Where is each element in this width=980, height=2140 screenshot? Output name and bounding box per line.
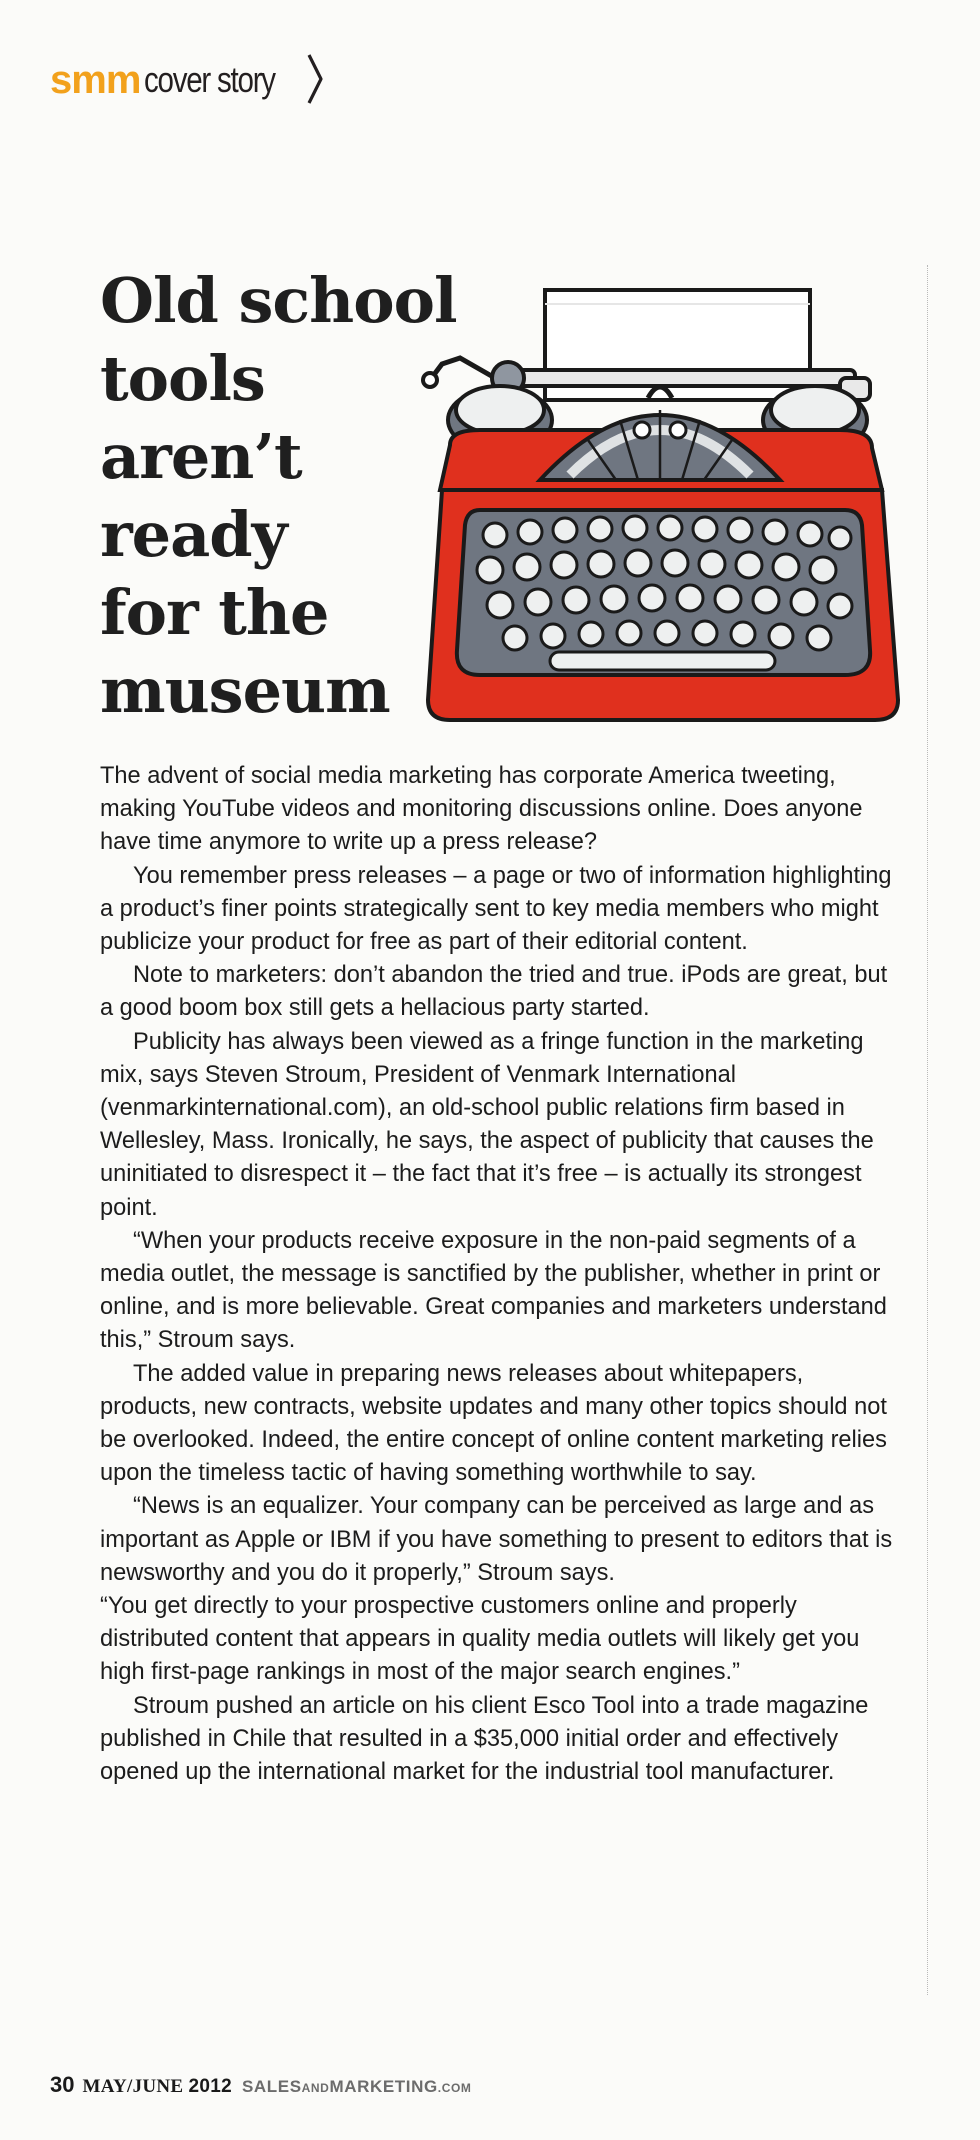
article-paragraph: “When your products receive exposure in the non-paid segments of a media outlet, the message is sanctified by the publisher, whether in print or online, and is more believable. Great companies and marketers understand this,” Stroum says. bbox=[100, 1227, 887, 1354]
article-paragraph: Note to marketers: don’t abandon the tried and true. iPods are great, but a good boom box still gets a hellacious party started. bbox=[100, 962, 888, 1022]
article-paragraph: “News is an equalizer. Your company can be perceived as large and as important as Apple or IBM if you have something to present to editors that is newsworthy and you do it properly,” Stroum says. bbox=[100, 1493, 893, 1586]
headline-line: for the bbox=[100, 576, 329, 649]
site-url-part: AND bbox=[301, 2081, 330, 2095]
column-rule bbox=[927, 265, 928, 1995]
site-url bbox=[242, 2077, 472, 2097]
headline-line: Old school bbox=[100, 264, 457, 337]
site-url-part: .COM bbox=[437, 2081, 472, 2095]
site-url-part: SALES bbox=[241, 2077, 302, 2096]
issue-month: MAY/JUNE bbox=[82, 2076, 184, 2097]
issue-year: 2012 bbox=[188, 2076, 232, 2097]
article-paragraph: The added value in preparing news releases about whitepapers, products, new contracts, website updates and many other topics should not be overlooked. Indeed, the entire concept of online content marketing relies upon the timeless tactic of having something worthwhile to say. bbox=[100, 1360, 887, 1487]
site-url-part: MARKETING bbox=[329, 2077, 438, 2096]
headline-line: tools bbox=[100, 342, 265, 415]
article-paragraph: “You get directly to your prospective customers online and properly distributed content that appears in quality media outlets will likely get you high first-page rankings in most of the major search engines.” bbox=[100, 1593, 860, 1686]
headline-line: aren’t bbox=[100, 420, 302, 493]
headline bbox=[100, 262, 457, 730]
headline-line: museum bbox=[100, 654, 390, 727]
section-label: cover story bbox=[144, 59, 276, 100]
article-body bbox=[100, 760, 900, 1789]
page-footer bbox=[50, 2072, 472, 2098]
article-paragraph: Stroum pushed an article on his client Esco Tool into a trade magazine published in Chile that resulted in a $35,000 initial order and effectively opened up the international market for the industrial tool manufacturer. bbox=[100, 1692, 869, 1786]
page-number: 30 bbox=[50, 2072, 75, 2097]
brand-logo: smm bbox=[50, 58, 141, 102]
section-header bbox=[50, 50, 304, 100]
chevron-right-icon bbox=[306, 52, 324, 106]
typewriter-icon bbox=[420, 280, 905, 730]
article-paragraph: The advent of social media marketing has corporate America tweeting, making YouTube videos and monitoring discussions online. Does anyone have time anymore to write up a press release? bbox=[100, 763, 863, 856]
headline-line: ready bbox=[100, 498, 287, 571]
article-paragraph: Publicity has always been viewed as a fringe function in the marketing mix, says Steven Stroum, President of Venmark International (venmarkinternational.com), an old-school public relations firm based in Wellesley, Mass. Ironically, he says, the aspect of publicity that causes the uninitiated to disrespect it – the fact that it’s free – is actually its strongest point. bbox=[100, 1028, 874, 1221]
article-paragraph: You remember press releases – a page or two of information highlighting a product’s finer points strategically sent to key media members who might publicize your product for free as part of their editorial content. bbox=[100, 862, 892, 956]
issue-date bbox=[82, 2076, 231, 2098]
